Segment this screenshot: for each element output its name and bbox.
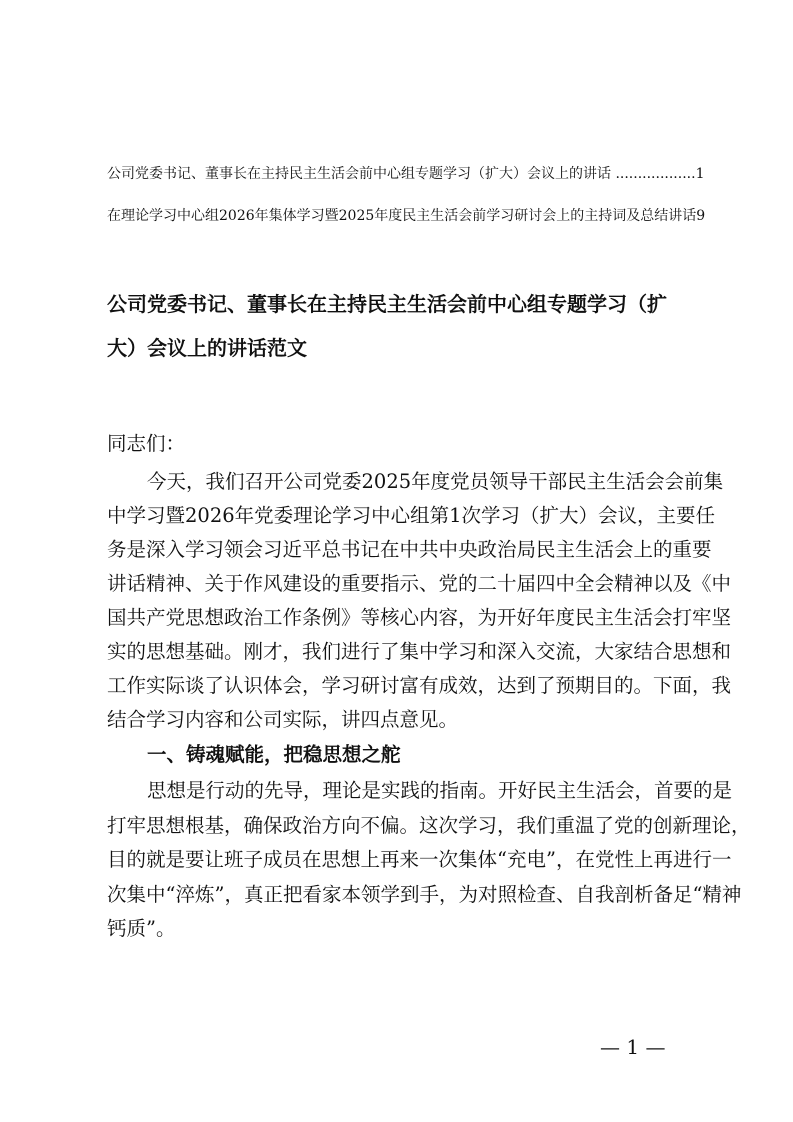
text-line: 思想是行动的先导，理论是实践的指南。开好民主生活会，首要的是 <box>147 779 733 802</box>
page-number: — 1 — <box>600 1035 666 1059</box>
toc-entry-2[interactable] <box>107 205 706 225</box>
text-line: 一、铸魂赋能，把稳思想之舵 <box>147 743 401 766</box>
text-line: 目的就是要让班子成员在思想上再来一次集体“充电”，在党性上再进行一 <box>107 848 732 871</box>
text-line: 实的思想基础。刚才，我们进行了集中学习和深入交流，大家结合思想和 <box>107 640 732 663</box>
text-line: 次集中“淬炼”，真正把看家本领学到手，为对照检查、自我剖析备足“精神 <box>107 882 742 906</box>
text-line: 同志们： <box>107 432 186 455</box>
text-line: 国共产党思想政治工作条例》等核心内容，为开好年度民主生活会打牢坚 <box>107 606 732 629</box>
title-line: 大）会议上的讲话范文 <box>107 336 307 360</box>
text-line: 务是深入学习领会习近平总书记在中共中央政治局民主生活会上的重要 <box>107 538 712 561</box>
toc-page: 1 <box>695 166 705 182</box>
toc-page: 9 <box>696 208 706 224</box>
toc-entry-1[interactable] <box>107 163 705 183</box>
text-line: 钙质”。 <box>107 917 176 940</box>
text-line: 打牢思想根基，确保政治方向不偏。这次学习，我们重温了党的创新理论， <box>107 813 751 837</box>
text-line: 工作实际谈了认识体会，学习研讨富有成效，达到了预期目的。下面，我 <box>107 674 732 697</box>
title-line: 公司党委书记、董事长在主持民主生活会前中心组专题学习（扩 <box>107 292 667 316</box>
toc-title: 在理论学习中心组2026年集体学习暨2025年度民主生活会前学习研讨会上的主持词及总结讲话 <box>107 208 697 224</box>
text-line: 今天，我们召开公司党委2025年度党员领导干部民主生活会会前集 <box>147 470 724 493</box>
document-title <box>107 282 697 370</box>
text-line: 中学习暨2026年党委理论学习中心组第1次学习（扩大）会议，主要任 <box>107 504 716 527</box>
toc-title: 公司党委书记、董事长在主持民主生活会前中心组专题学习（扩大）会议上的讲话 .................. <box>107 166 696 182</box>
text-line: 结合学习内容和公司实际，讲四点意见。 <box>107 708 459 731</box>
text-line: 讲话精神、关于作风建设的重要指示、党的二十届四中全会精神以及《中 <box>107 572 732 595</box>
